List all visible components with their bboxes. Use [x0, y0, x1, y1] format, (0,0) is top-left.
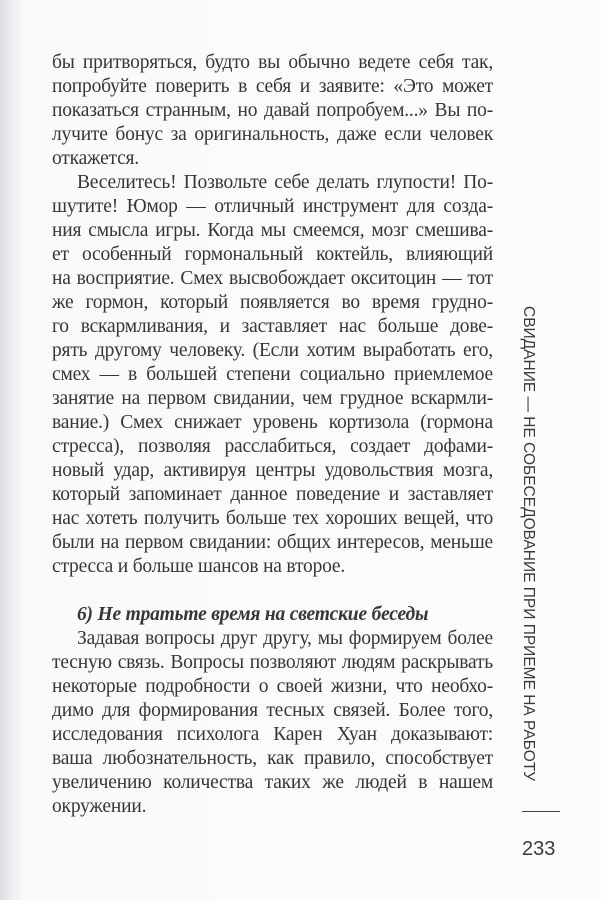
running-head: СВИДАНИЕ — НЕ СОБЕСЕДОВАНИЕ ПРИ ПРИЕМЕ НА РАБОТУ: [520, 306, 537, 782]
text-line: исследования психолога Карен Хуан доказывают:: [52, 724, 493, 745]
text-line: рять другому человеку. (Если хотим выработать его,: [52, 340, 493, 361]
text-line: показаться странным, но давай попробуем...» Вы по-: [52, 100, 493, 121]
text-line: го вскармливания, и заставляет нас больше дове-: [52, 316, 493, 337]
text-line: окружении.: [52, 796, 147, 817]
text-line: лучите бонус за оригинальность, даже если человек: [52, 124, 493, 145]
text-line: Задавая вопросы друг другу, мы формируем более: [77, 628, 493, 649]
text-line: бы притворяться, будто вы обычно ведете себя так,: [52, 52, 493, 73]
text-line: новый удар, активируя центры удовольствия мозга,: [52, 460, 493, 481]
text-line: который запоминает данное поведение и заставляет: [52, 484, 493, 505]
body-text: [52, 51, 493, 819]
text-line: шутите! Юмор — отличный инструмент для созда-: [52, 196, 493, 217]
text-line: стресса), позволяя расслабиться, создает дофами-: [52, 436, 493, 457]
text-line: стресса и больше шансов на второе.: [52, 556, 346, 577]
text-line: ет особенный гормональный коктейль, влияющий: [52, 244, 493, 265]
text-line: занятие на первом свидании, чем грудное вскармли-: [52, 388, 493, 409]
text-line: смех — в большей степени социально приемлемое: [52, 364, 493, 385]
section-heading: 6) Не тратьте время на светские беседы: [77, 604, 429, 625]
text-line: увеличению количества таких же людей в нашем: [52, 772, 493, 793]
paragraph: [52, 627, 493, 819]
divider: [522, 811, 560, 812]
paragraph: [52, 171, 493, 579]
text-line: откажется.: [52, 148, 139, 169]
text-line: некоторые подробности о своей жизни, что необхо-: [52, 676, 493, 697]
text-line: димо для формирования тесных связей. Более того,: [52, 700, 493, 721]
spacer: [52, 579, 493, 603]
text-line: же гормон, который появляется во время грудно-: [52, 292, 493, 313]
text-line: попробуйте поверить в себя и заявите: «Это может: [52, 76, 493, 97]
paragraph: [52, 51, 493, 171]
text-line: нас хотеть получить больше тех хороших вещей, что: [52, 508, 493, 529]
text-line: тесную связь. Вопросы позволяют людям раскрывать: [52, 652, 493, 673]
page-number: 233: [522, 838, 556, 860]
text-line: были на первом свидании: общих интересов, меньше: [52, 532, 493, 553]
text-line: на восприятие. Смех высвобождает окситоцин — тот: [52, 268, 493, 289]
text-line: ния смысла игры. Когда мы смеемся, мозг смешива-: [52, 220, 493, 241]
text-line: ваша любознательность, как правило, способствует: [52, 748, 493, 769]
text-line: Веселитесь! Позвольте себе делать глупости! По-: [77, 172, 493, 193]
text-line: вание.) Смех снижает уровень кортизола (гормона: [52, 412, 493, 433]
